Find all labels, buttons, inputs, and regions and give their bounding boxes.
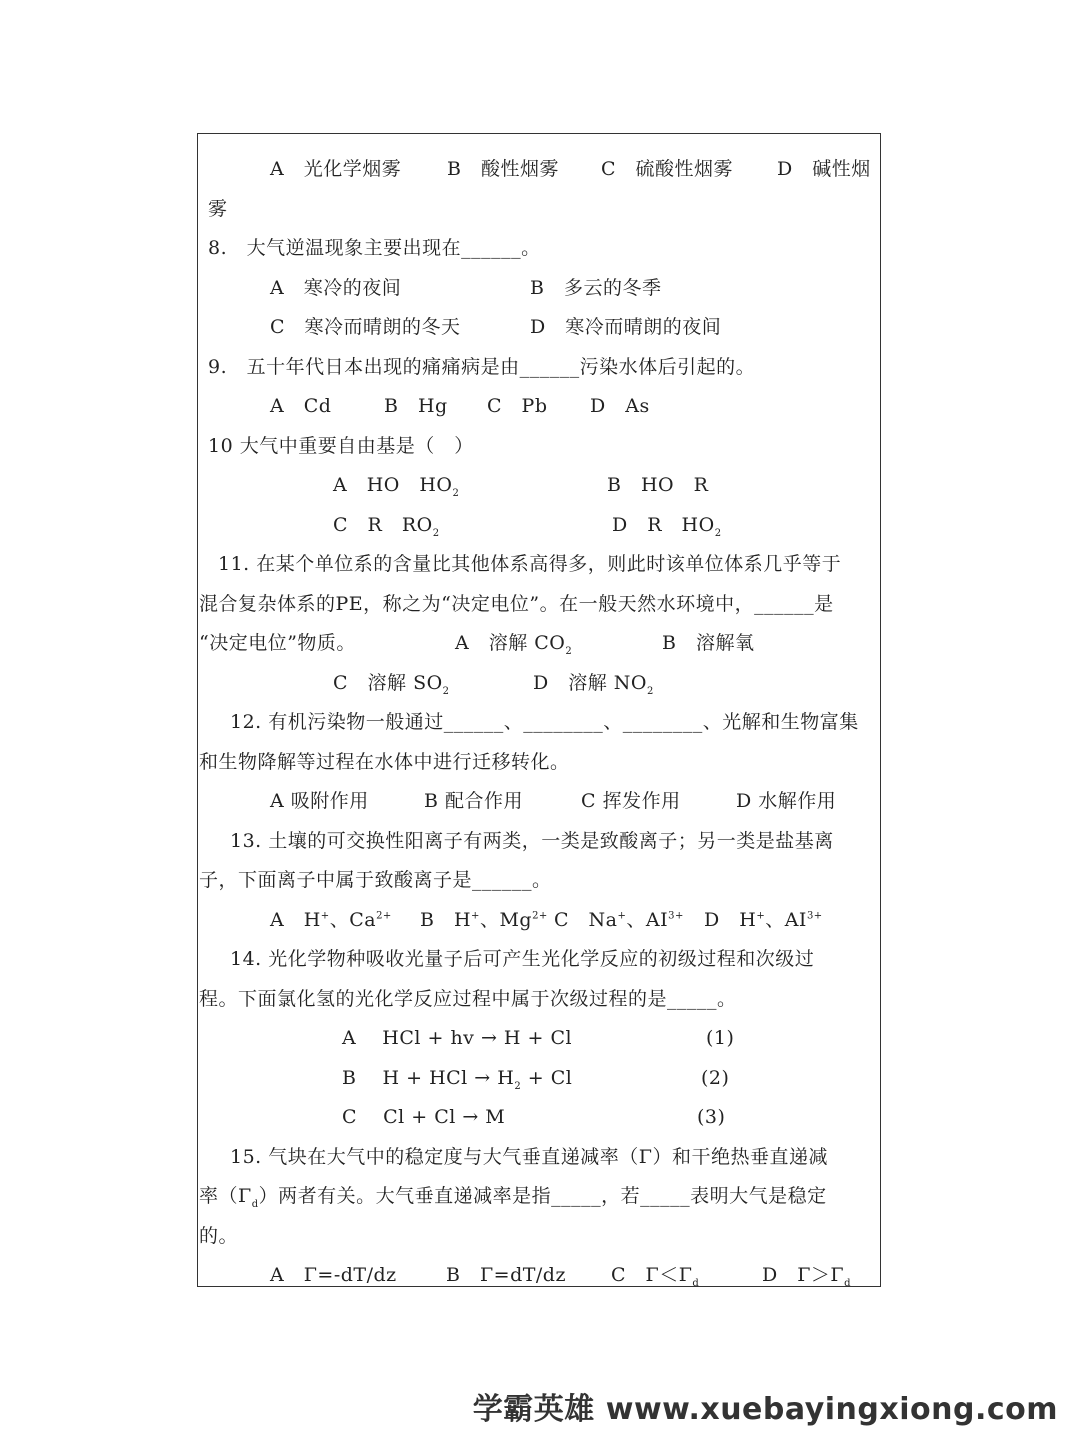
q10-option-a: A HO $HO_2$	[333, 474, 460, 499]
q9-option-d: D As	[590, 395, 650, 417]
q14-line2: 程。下面氯化氢的光化学反应过程中属于次级过程的是_____。	[199, 988, 737, 1010]
q15-option-a: A Γ=-dT/dz	[270, 1264, 397, 1286]
q12-line2: 和生物降解等过程在水体中进行迁移转化。	[199, 751, 570, 773]
q15-option-c: C $\Gamma<\Gamma_d$	[611, 1264, 700, 1289]
q14-reaction-c: C Cl + Cl → M	[342, 1106, 506, 1128]
q9-stem: 9. 五十年代日本出现的痛痛病是由______污染水体后引起的。	[208, 356, 756, 378]
q8-option-a: A 寒冷的夜间	[270, 277, 402, 299]
q7-option-b: B 酸性烟雾	[447, 158, 559, 180]
q13-line1: 13. 土壤的可交换性阳离子有两类，一类是致酸离子；另一类是盐基离	[230, 830, 834, 852]
q7-option-d: D 碱性烟	[777, 158, 871, 180]
q15-option-d: D $\Gamma>\Gamma_d$	[762, 1264, 852, 1289]
q11-option-b: B 溶解氧	[662, 632, 755, 654]
q9-option-b: B Hg	[384, 395, 448, 417]
q8-stem: 8. 大气逆温现象主要出现在______。	[208, 237, 541, 259]
q15-line1: 15. 气块在大气中的稳定度与大气垂直递减率（Γ）和干绝热垂直递减	[230, 1146, 828, 1168]
q11-line3: “决定电位”物质。	[199, 632, 356, 654]
q14-reaction-b-number: (2)	[701, 1067, 730, 1089]
q12-option-d: D 水解作用	[736, 790, 837, 812]
q10-option-c: C R $RO_2$	[333, 514, 440, 539]
site-watermark: 学霸英雄 www.xuebayingxiong.com	[472, 1392, 1058, 1427]
q11-option-c: C 溶解 $SO_2$	[333, 672, 450, 697]
q7-option-c: C 硫酸性烟雾	[601, 158, 734, 180]
q10-stem: 10 大气中重要自由基是（ ）	[208, 435, 474, 457]
q15-option-b: B Γ=dT/dz	[446, 1264, 566, 1286]
q15-line2: 率$(\Gamma_d)$两者有关。大气垂直递减率是指_____，若_____表明大气是稳定	[199, 1185, 827, 1210]
q12-option-a: A 吸附作用	[270, 790, 369, 812]
q11-line2: 混合复杂体系的PE，称之为“决定电位”。在一般天然水环境中，______是	[199, 593, 834, 615]
q14-reaction-a: A HCl + hv → H + Cl	[342, 1027, 573, 1049]
q7-option-d-wrap: 雾	[208, 198, 228, 220]
q12-option-b: B 配合作用	[424, 790, 524, 812]
q14-reaction-c-number: (3)	[697, 1106, 726, 1128]
q13-option-a: A H+、$Ca^{2+}$	[270, 909, 392, 931]
q11-option-d: D 溶解 $NO_2$	[533, 672, 654, 697]
q11-option-a: A 溶解 $CO_2$	[455, 632, 573, 657]
q8-option-c: C 寒冷而晴朗的冬天	[270, 316, 461, 338]
q11-line1: 11. 在某个单位系的含量比其他体系高得多，则此时该单位体系几乎等于	[218, 553, 842, 575]
q12-option-c: C 挥发作用	[581, 790, 681, 812]
q7-option-a: A 光化学烟雾	[270, 158, 402, 180]
q8-option-d: D 寒冷而晴朗的夜间	[530, 316, 722, 338]
q13-option-d: D H+、$AI^{3+}$	[704, 909, 823, 931]
q10-option-b: B HO R	[607, 474, 709, 496]
q13-option-b: B H+、$Mg^{2+}$	[420, 909, 548, 931]
q15-line3: 的。	[199, 1225, 239, 1247]
q8-option-b: B 多云的冬季	[530, 277, 662, 299]
q13-option-c: C Na+、$AI^{3+}$	[554, 909, 684, 931]
q10-option-d: D R $HO_2$	[612, 514, 722, 539]
q14-reaction-a-number: (1)	[706, 1027, 735, 1049]
q14-reaction-b: B H + HCl → $H_2 + Cl$	[342, 1067, 573, 1092]
q9-option-c: C Pb	[487, 395, 548, 417]
q13-line2: 子，下面离子中属于致酸离子是______。	[199, 869, 552, 891]
q9-option-a: A Cd	[270, 395, 332, 417]
q12-line1: 12. 有机污染物一般通过______、________、________、光解和生物富集	[230, 711, 859, 733]
q14-line1: 14. 光化学物种吸收光量子后可产生光化学反应的初级过程和次级过	[230, 948, 815, 970]
